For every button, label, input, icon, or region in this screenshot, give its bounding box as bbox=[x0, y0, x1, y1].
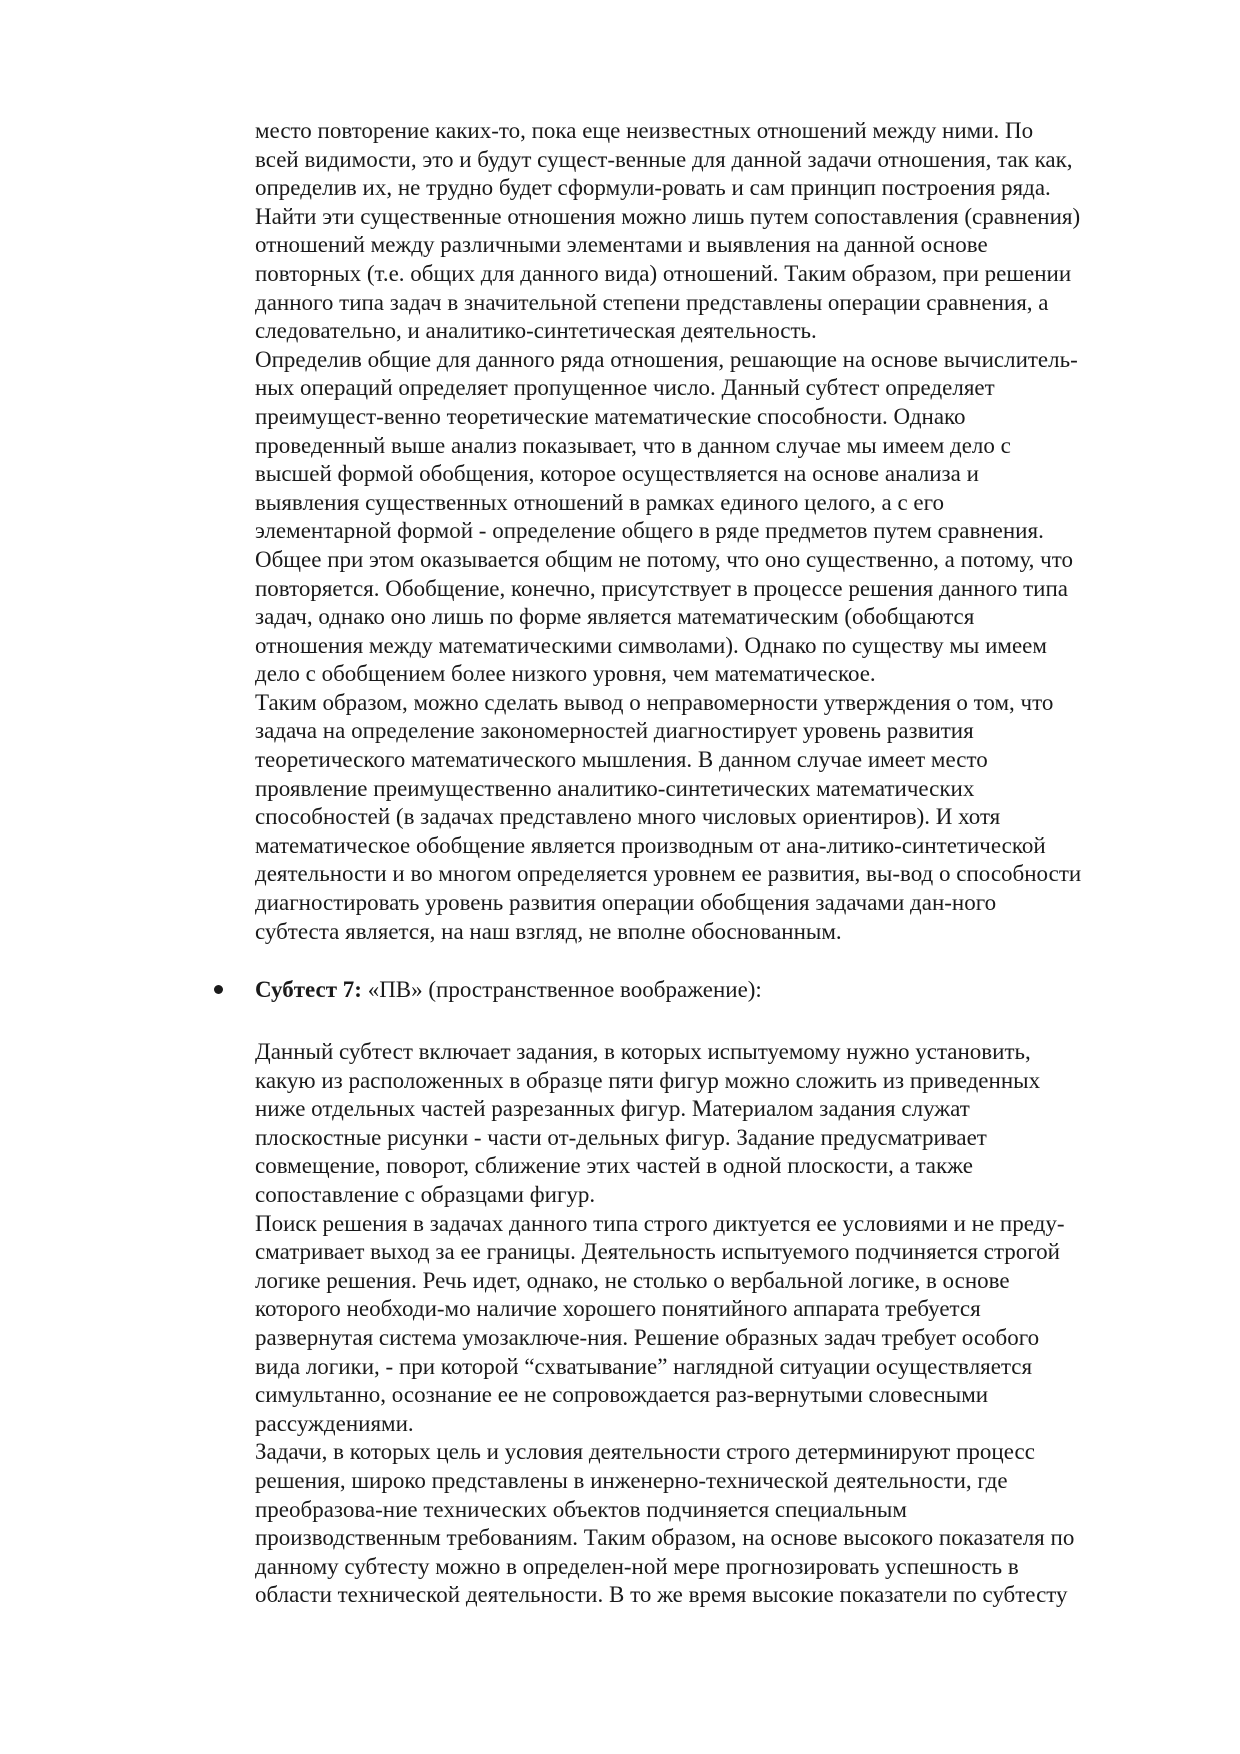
subtest-heading-title: «ПВ» (пространственное воображение): bbox=[361, 977, 762, 1002]
text-line: деятельности и во многом определяется уровнем ее развития, вы-вод о способности bbox=[255, 861, 1082, 887]
bullet-point bbox=[214, 985, 223, 994]
text-line: сматривает выход за ее границы. Деятельность испытуемого подчиняется строгой bbox=[255, 1239, 1060, 1265]
text-block-analysis bbox=[255, 117, 1170, 946]
text-line: Задачи, в которых цель и условия деятельности строго детерминируют процесс bbox=[255, 1439, 1035, 1465]
text-line: место повторение каких-то, пока еще неизвестных отношений между ними. По bbox=[255, 118, 1034, 143]
text-line: дело с обобщением более низкого уровня, чем математическое. bbox=[255, 661, 876, 687]
text-line: элементарной формой - определение общего в ряде предметов путем сравнения. bbox=[255, 518, 1044, 544]
text-line: данного типа задач в значительной степени представлены операции сравнения, а bbox=[255, 289, 1049, 315]
text-line: диагностировать уровень развития операции обобщения задачами дан-ного bbox=[255, 890, 997, 916]
text-line: субтеста является, на наш взгляд, не вполне обоснованным. bbox=[255, 918, 842, 944]
text-line: области технической деятельности. В то же время высокие показатели по субтесту bbox=[255, 1582, 1068, 1608]
text-line: ных операций определяет пропущенное число. Данный субтест определяет bbox=[255, 375, 995, 401]
text-line: следовательно, и аналитико-синтетическая деятельность. bbox=[255, 318, 817, 344]
text-line: вида логики, - при которой “схватывание” наглядной ситуации осуществляется bbox=[255, 1353, 1033, 1379]
text-line: сопоставление с образцами фигур. bbox=[255, 1181, 596, 1207]
text-line: теоретического математического мышления. В данном случае имеет место bbox=[255, 747, 988, 773]
text-line: ниже отдельных частей разрезанных фигур. Материалом задания служат bbox=[255, 1096, 970, 1122]
text-line: проявление преимущественно аналитико-синтетических математических bbox=[255, 775, 975, 801]
text-line: всей видимости, это и будут сущест-венные для данной задачи отношения, так как, bbox=[255, 146, 1073, 172]
text-line: какую из расположенных в образце пяти фигур можно сложить из приведенных bbox=[255, 1067, 1041, 1093]
text-line: Общее при этом оказывается общим не потому, что оно существенно, а потому, что bbox=[255, 546, 1073, 572]
subtest-heading bbox=[255, 976, 762, 1005]
text-line: проведенный выше анализ показывает, что в данном случае мы имеем дело с bbox=[255, 432, 1011, 458]
text-line: определив их, не трудно будет сформули-ровать и сам принцип построения ряда. bbox=[255, 175, 1051, 201]
text-line: данному субтесту можно в определен-ной мере прогнозировать успешность в bbox=[255, 1553, 1019, 1579]
text-line: развернутая система умозаключе-ния. Решение образных задач требует особого bbox=[255, 1324, 1040, 1350]
text-line: задача на определение закономерностей диагностирует уровень развития bbox=[255, 718, 974, 744]
text-line: способностей (в задачах представлено много числовых ориентиров). И хотя bbox=[255, 804, 1001, 830]
text-line: отношений между различными элементами и выявления на данной основе bbox=[255, 232, 988, 258]
text-line: повторных (т.е. общих для данного вида) отношений. Таким образом, при решении bbox=[255, 260, 1072, 286]
text-line: производственным требованиям. Таким образом, на основе высокого показателя по bbox=[255, 1525, 1075, 1551]
text-line: Данный субтест включает задания, в которых испытуемому нужно установить, bbox=[255, 1039, 1031, 1064]
text-line: рассуждениями. bbox=[255, 1410, 414, 1436]
text-line: решения, широко представлены в инженерно-технической деятельности, где bbox=[255, 1467, 1008, 1493]
text-line: Найти эти существенные отношения можно лишь путем сопоставления (сравнения) bbox=[255, 203, 1081, 229]
text-line: высшей формой обобщения, которое осуществляется на основе анализа и bbox=[255, 461, 979, 487]
text-line: задач, однако оно лишь по форме является математическим (обобщаются bbox=[255, 604, 975, 630]
text-block-subtest-7 bbox=[255, 1038, 1170, 1610]
text-line: логике решения. Речь идет, однако, не столько о вербальной логике, в основе bbox=[255, 1267, 1010, 1293]
text-line: повторяется. Обобщение, конечно, присутствует в процессе решения данного типа bbox=[255, 575, 1068, 601]
text-line: математическое обобщение является производным от ана-литико-синтетической bbox=[255, 832, 1046, 858]
text-line: совмещение, поворот, сближение этих частей в одной плоскости, а также bbox=[255, 1153, 973, 1179]
text-line: которого необходи-мо наличие хорошего понятийного аппарата требуется bbox=[255, 1296, 981, 1322]
text-line: Определив общие для данного ряда отношения, решающие на основе вычислитель- bbox=[255, 346, 1078, 372]
text-line: преобразова-ние технических объектов подчиняется специальным bbox=[255, 1496, 907, 1522]
text-line: преимущест-венно теоретические математические способности. Однако bbox=[255, 403, 966, 429]
text-line: отношения между математическими символами). Однако по существу мы имеем bbox=[255, 632, 1047, 658]
subtest-heading-label: Субтест 7: bbox=[255, 977, 362, 1002]
text-line: Таким образом, можно сделать вывод о неправомерности утверждения о том, что bbox=[255, 689, 1054, 715]
text-line: Поиск решения в задачах данного типа строго диктуется ее условиями и не преду- bbox=[255, 1210, 1065, 1236]
text-line: симультанно, осознание ее не сопровождается раз-вернутыми словесными bbox=[255, 1382, 989, 1408]
text-line: выявления существенных отношений в рамках единого целого, а с его bbox=[255, 489, 944, 515]
text-line: плоскостные рисунки - части от-дельных фигур. Задание предусматривает bbox=[255, 1124, 987, 1150]
